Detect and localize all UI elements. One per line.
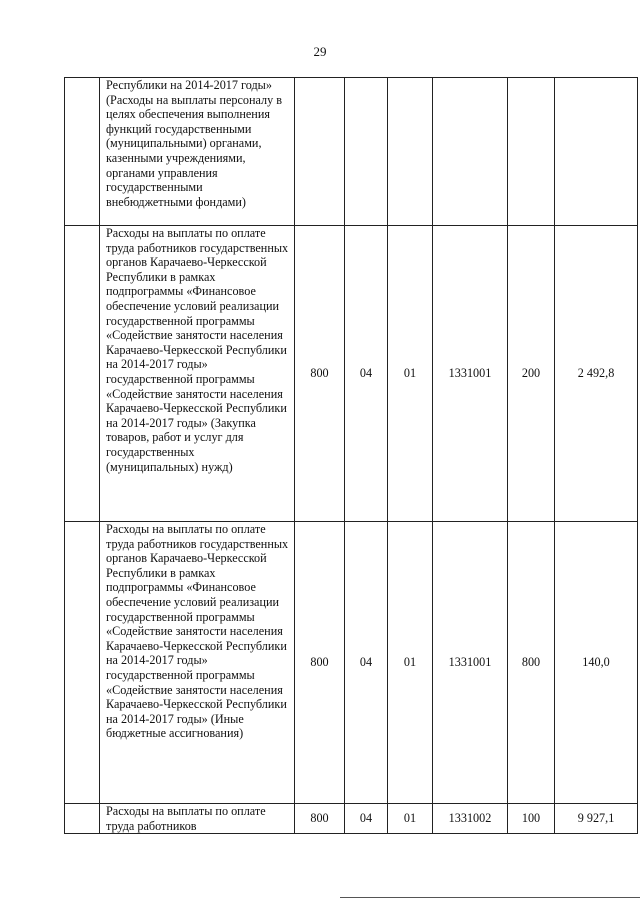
cell-cs: 1331002 xyxy=(433,804,508,834)
blank-cell xyxy=(65,804,100,834)
cell-gr: 800 xyxy=(295,522,345,804)
cell-pr xyxy=(388,78,433,226)
table-row xyxy=(65,226,638,522)
row-text: Республики на 2014-2017 годы» (Расходы на выплаты персоналу в целях обеспечения выполнения функций государственными (муниципальными) органами, казенными учреждениями, органами управления государственными внебюджетными фондами) xyxy=(100,78,295,226)
cell-cs: 1331001 xyxy=(433,522,508,804)
cell-vr: 100 xyxy=(508,804,555,834)
cell-rz: 04 xyxy=(345,804,388,834)
cell-pr: 01 xyxy=(388,522,433,804)
blank-cell xyxy=(65,226,100,522)
cell-sum: 9 927,1 xyxy=(555,804,638,834)
cell-vr xyxy=(508,78,555,226)
row-text: Расходы на выплаты по оплате труда работников государственных органов Карачаево-Черкесской Республики в рамках подпрограммы «Финансовое обеспечение условий реализации государственной программы «Содействие занятости населения Карачаево-Черкесской Республики на 2014-2017 годы» государственной программы «Содействие занятости населения Карачаево-Черкесской Республики на 2014-2017 годы» (Закупка товаров, работ и услуг для государственных (муниципальных) нужд) xyxy=(100,226,295,522)
page-number: 29 xyxy=(313,44,327,59)
budget-table xyxy=(64,77,638,834)
row-text: Расходы на выплаты по оплате труда работников государственных органов Карачаево-Черкесской Республики в рамках подпрограммы «Финансовое обеспечение условий реализации государственной программы «Содействие занятости населения Карачаево-Черкесской Республики на 2014-2017 годы» государственной программы «Содействие занятости населения Карачаево-Черкесской Республики на 2014-2017 годы» (Иные бюджетные ассигнования) xyxy=(100,522,295,804)
cell-pr: 01 xyxy=(388,226,433,522)
cell-pr: 01 xyxy=(388,804,433,834)
cell-vr: 800 xyxy=(508,522,555,804)
cell-sum xyxy=(555,78,638,226)
cell-rz: 04 xyxy=(345,226,388,522)
cell-gr: 800 xyxy=(295,804,345,834)
blank-cell xyxy=(65,522,100,804)
cell-cs: 1331001 xyxy=(433,226,508,522)
cell-rz xyxy=(345,78,388,226)
table-row xyxy=(65,78,638,226)
table-row xyxy=(65,522,638,804)
row-text: Расходы на выплаты по оплате труда работников xyxy=(100,804,295,834)
cell-cs xyxy=(433,78,508,226)
blank-cell xyxy=(65,78,100,226)
cell-gr: 800 xyxy=(295,226,345,522)
cell-vr: 200 xyxy=(508,226,555,522)
cell-rz: 04 xyxy=(345,522,388,804)
cell-sum: 140,0 xyxy=(555,522,638,804)
cell-gr xyxy=(295,78,345,226)
cell-sum: 2 492,8 xyxy=(555,226,638,522)
scan-edge-line xyxy=(340,897,640,898)
table-row xyxy=(65,804,638,834)
